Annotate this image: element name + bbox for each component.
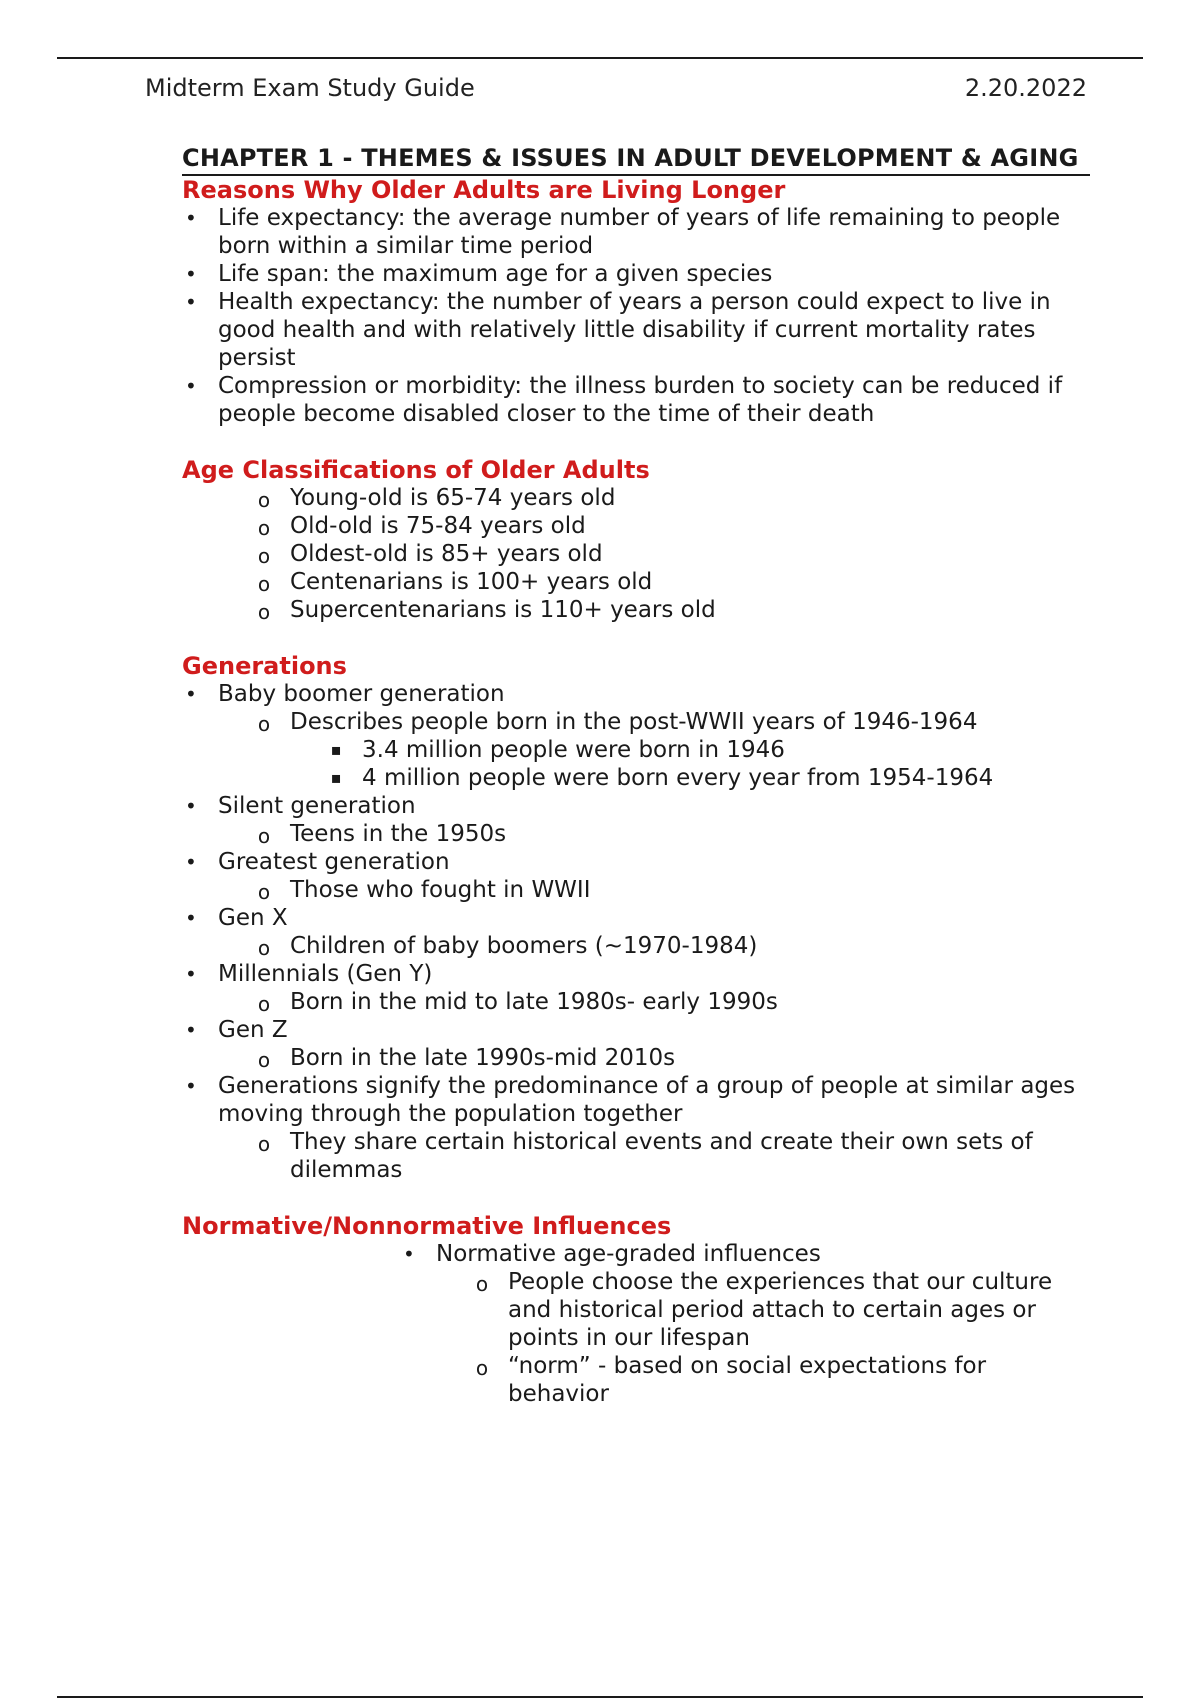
header-title: Midterm Exam Study Guide <box>145 74 475 102</box>
circle-bullet-icon: o <box>257 936 271 960</box>
list-item: o Centenarians is 100+ years old <box>254 568 1090 596</box>
list-item: o “norm” - based on social expectations for behavior <box>472 1352 1090 1408</box>
chapter-title: CHAPTER 1 - THEMES & ISSUES IN ADULT DEVELOPMENT & AGING <box>182 142 1090 176</box>
list-item-silent: • Silent generation o Teens in the 1950s <box>182 792 1090 848</box>
page-header <box>145 70 1087 106</box>
list-item: o Oldest-old is 85+ years old <box>254 540 1090 568</box>
bullet-icon: • <box>185 262 197 286</box>
list-item: o They share certain historical events and create their own sets of dilemmas <box>254 1128 1090 1184</box>
bullet-icon: • <box>185 1018 197 1042</box>
generations-list <box>182 680 1090 1184</box>
top-rule <box>57 57 1143 59</box>
list-item: • Life span: the maximum age for a given species <box>185 261 773 287</box>
age-classifications-list <box>254 484 1090 624</box>
bullet-icon: • <box>185 682 197 706</box>
list-item-millennials: • Millennials (Gen Y) o Born in the mid to late 1980s- early 1990s <box>182 960 1090 1016</box>
list-item: • Health expectancy: the number of years a person could expect to live in good health and with relatively little disability if current mortality rates persist <box>185 289 1051 371</box>
circle-bullet-icon: o <box>475 1272 489 1296</box>
header-date: 2.20.2022 <box>964 74 1087 102</box>
list-item: o Supercentenarians is 110+ years old <box>254 596 1090 624</box>
study-guide-content <box>182 142 1090 1408</box>
circle-bullet-icon: o <box>475 1356 489 1380</box>
list-item-signify: • Generations signify the predominance of a group of people at similar ages moving through the population together o They share certain historical events and create their own sets of dilemmas <box>182 1072 1090 1184</box>
bullet-icon: • <box>185 794 197 818</box>
list-item: o Young-old is 65-74 years old <box>254 484 1090 512</box>
list-item: o Born in the mid to late 1980s- early 1990s <box>254 988 1090 1016</box>
bullet-icon: • <box>185 850 197 874</box>
list-item: o Teens in the 1950s <box>254 820 1090 848</box>
list-item-baby-boomer: • Baby boomer generation o Describes people born in the post-WWII years of 1946-1964 ▪ 3.4 million people were born in 1946 ▪ 4 million people were born every year from 1954-1964 <box>182 680 1090 792</box>
circle-bullet-icon: o <box>257 572 271 596</box>
bullet-icon: • <box>403 1242 415 1266</box>
list-item: o Old-old is 75-84 years old <box>254 512 1090 540</box>
bullet-icon: • <box>185 962 197 986</box>
list-item: o Describes people born in the post-WWII years of 1946-1964 ▪ 3.4 million people were born in 1946 ▪ 4 million people were born every year from 1954-1964 <box>254 708 1090 792</box>
bottom-rule <box>57 1696 1143 1698</box>
section-title-age-classifications: Age Classifications of Older Adults <box>182 456 650 484</box>
list-item-gen-x: • Gen X o Children of baby boomers (~1970-1984) <box>182 904 1090 960</box>
bullet-icon: • <box>185 906 197 930</box>
section-title-reasons: Reasons Why Older Adults are Living Longer <box>182 176 786 204</box>
circle-bullet-icon: o <box>257 712 271 736</box>
list-item: • Compression or morbidity: the illness burden to society can be reduced if people become disabled closer to the time of their death <box>185 373 1063 427</box>
list-item: o Those who fought in WWII <box>254 876 1090 904</box>
reasons-list <box>182 204 1090 428</box>
circle-bullet-icon: o <box>257 992 271 1016</box>
influences-list <box>400 1240 1090 1408</box>
bullet-icon: • <box>185 206 197 230</box>
list-item-greatest: • Greatest generation o Those who fought in WWII <box>182 848 1090 904</box>
bullet-icon: • <box>185 1074 197 1098</box>
bullet-icon: • <box>185 290 197 314</box>
bullet-icon: • <box>185 374 197 398</box>
circle-bullet-icon: o <box>257 600 271 624</box>
circle-bullet-icon: o <box>257 880 271 904</box>
circle-bullet-icon: o <box>257 488 271 512</box>
list-item: ▪ 3.4 million people were born in 1946 <box>326 736 1090 764</box>
list-item: o Children of baby boomers (~1970-1984) <box>254 932 1090 960</box>
circle-bullet-icon: o <box>257 516 271 540</box>
square-bullet-icon: ▪ <box>330 768 342 787</box>
list-item: • Normative age-graded influences o People choose the experiences that our culture and historical period attach to certain ages or points in our lifespan o “norm” - based on social expectations for behavior <box>400 1240 1090 1408</box>
circle-bullet-icon: o <box>257 1048 271 1072</box>
list-item: o Born in the late 1990s-mid 2010s <box>254 1044 1090 1072</box>
section-title-influences: Normative/Nonnormative Influences <box>182 1212 672 1240</box>
circle-bullet-icon: o <box>257 824 271 848</box>
section-title-generations: Generations <box>182 652 347 680</box>
list-item: • Life expectancy: the average number of years of life remaining to people born within a similar time period <box>185 205 1061 259</box>
list-item: ▪ 4 million people were born every year from 1954-1964 <box>326 764 1090 792</box>
circle-bullet-icon: o <box>257 1132 271 1156</box>
square-bullet-icon: ▪ <box>330 740 342 759</box>
list-item-gen-z: • Gen Z o Born in the late 1990s-mid 2010s <box>182 1016 1090 1072</box>
list-item: o People choose the experiences that our culture and historical period attach to certain ages or points in our lifespan <box>472 1268 1090 1352</box>
circle-bullet-icon: o <box>257 544 271 568</box>
